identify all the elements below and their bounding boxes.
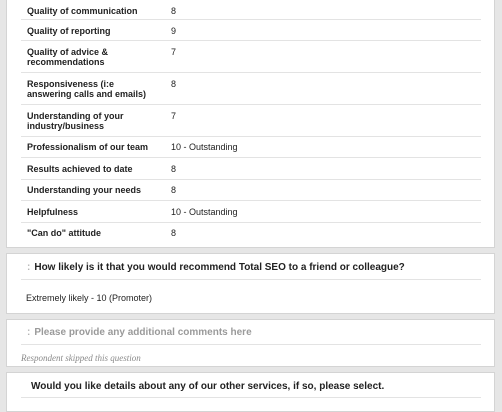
row-value: 9 [171,26,177,36]
row-label: Quality of advice & recommendations [27,47,109,67]
row-label: Helpfulness [27,207,79,217]
row-label: Professionalism of our team [27,142,149,152]
row-value: 8 [171,185,177,195]
table-row [21,105,481,137]
table-row [21,41,481,73]
row-label: Understanding of your industry/business [27,111,124,131]
divider [21,397,481,398]
ratings-table [21,0,481,244]
row-value: 8 [171,228,177,238]
table-row [21,20,481,41]
question-title [27,327,252,338]
table-row [21,137,481,158]
table-row [21,223,481,244]
question-text: Please provide any additional comments here [34,327,252,338]
recommend-question-card [6,253,495,314]
table-row [21,180,481,201]
question-number: : [27,327,31,338]
row-label: Results achieved to date [27,164,133,174]
row-value: 8 [171,164,177,174]
row-value: 7 [171,111,177,121]
table-row [21,73,481,105]
question-title [27,262,405,273]
row-label: Understanding your needs [27,185,142,195]
question-text: Would you like details about any of our other services, if so, please select. [31,381,385,392]
comments-question-card [6,319,495,367]
services-question-card [6,372,495,412]
row-value: 10 - Outstanding [171,142,238,152]
row-value: 7 [171,47,177,57]
row-label: Responsiveness (i:e answering calls and emails) [27,79,147,99]
row-value: 10 - Outstanding [171,207,238,217]
row-label: "Can do" attitude [27,228,102,238]
row-label: Quality of reporting [27,26,111,36]
question-text: How likely is it that you would recommend Total SEO to a friend or colleague? [34,262,405,273]
table-row [21,158,481,180]
row-label: Quality of communication [27,6,138,16]
ratings-card [6,0,495,248]
answer-text: Extremely likely - 10 (Promoter) [26,293,153,303]
question-title [27,381,384,392]
divider [21,279,481,280]
row-value: 8 [171,79,177,89]
question-number: : [27,262,31,273]
table-row [21,0,481,20]
row-value: 8 [171,6,177,16]
skipped-note: Respondent skipped this question [21,353,141,363]
table-row [21,201,481,223]
divider [21,344,481,345]
